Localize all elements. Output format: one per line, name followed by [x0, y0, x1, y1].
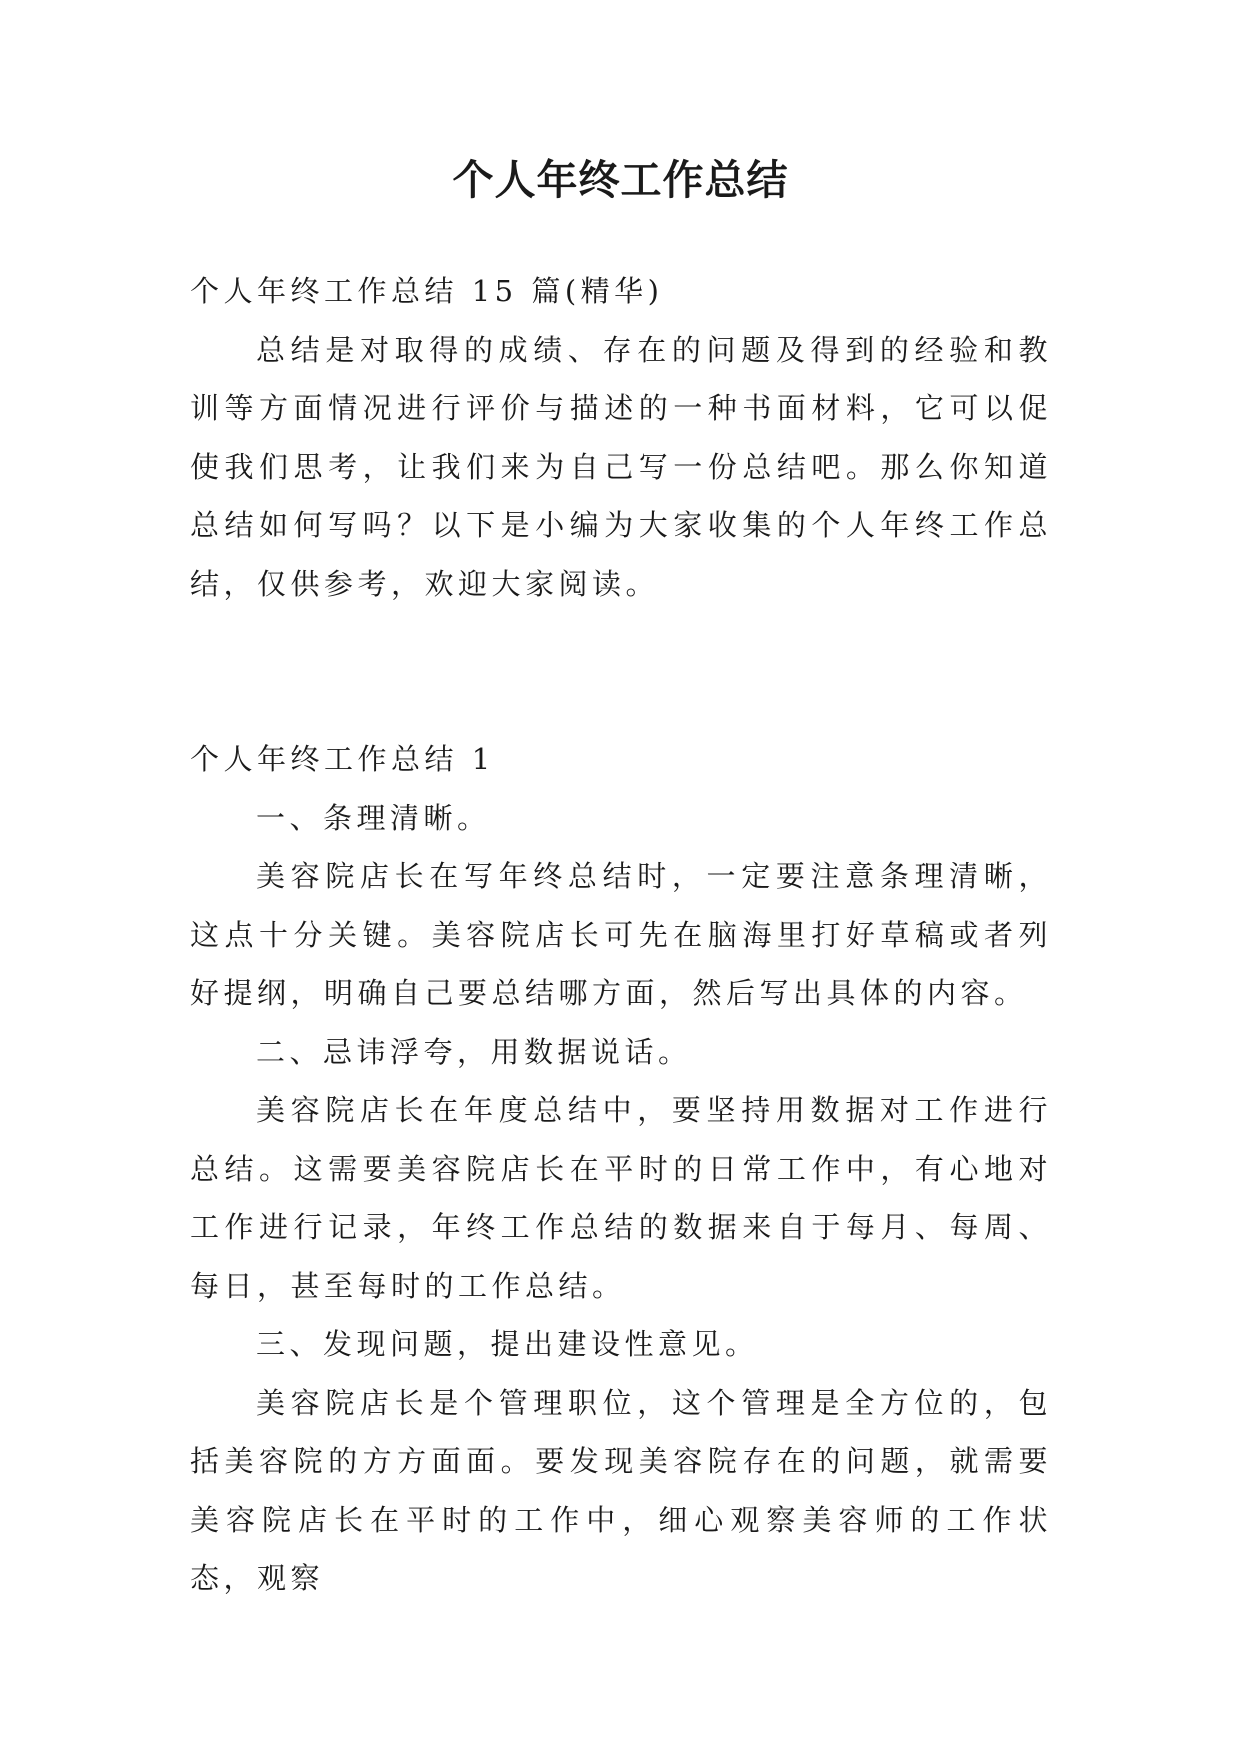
point-3-title: 三、发现问题，提出建设性意见。 — [256, 1327, 759, 1361]
point-2-title: 二、忌讳浮夸，用数据说话。 — [256, 1034, 692, 1069]
section-heading: 个人年终工作总结 1 — [190, 742, 495, 776]
section-spacer — [190, 613, 1052, 730]
point-1-body: 美容院店长在写年终总结时，一定要注意条理清晰，这点十分关键。美容院店长可先在脑海里打好草稿或者列好提纲，明确自己要总结哪方面，然后写出具体的内容。 — [190, 859, 1052, 1010]
document-title: 个人年终工作总结 — [452, 156, 789, 204]
intro-paragraph: 总结是对取得的成绩、存在的问题及得到的经验和教训等方面情况进行评价与描述的一种书面材料，它可以促使我们思考，让我们来为自己写一份总结吧。那么你知道总结如何写吗？以下是小编为大家收集的个人年终工作总结，仅供参考，欢迎大家阅读。 — [190, 332, 1052, 601]
point-2-body: 美容院店长在年度总结中，要坚持用数据对工作进行总结。这需要美容院店长在平时的日常工作中，有心地对工作进行记录，年终工作总结的数据来自于每月、每周、每日，甚至每时的工作总结。 — [190, 1093, 1052, 1303]
document-body — [190, 262, 1052, 1608]
point-1-title: 一、条理清晰。 — [256, 800, 491, 835]
point-3-body: 美容院店长是个管理职位，这个管理是全方位的，包括美容院的方方面面。要发现美容院存在的问题，就需要美容院店长在平时的工作中，细心观察美容师的工作状态，观察 — [190, 1385, 1052, 1595]
document-subtitle: 个人年终工作总结 15 篇(精华) — [190, 274, 664, 308]
